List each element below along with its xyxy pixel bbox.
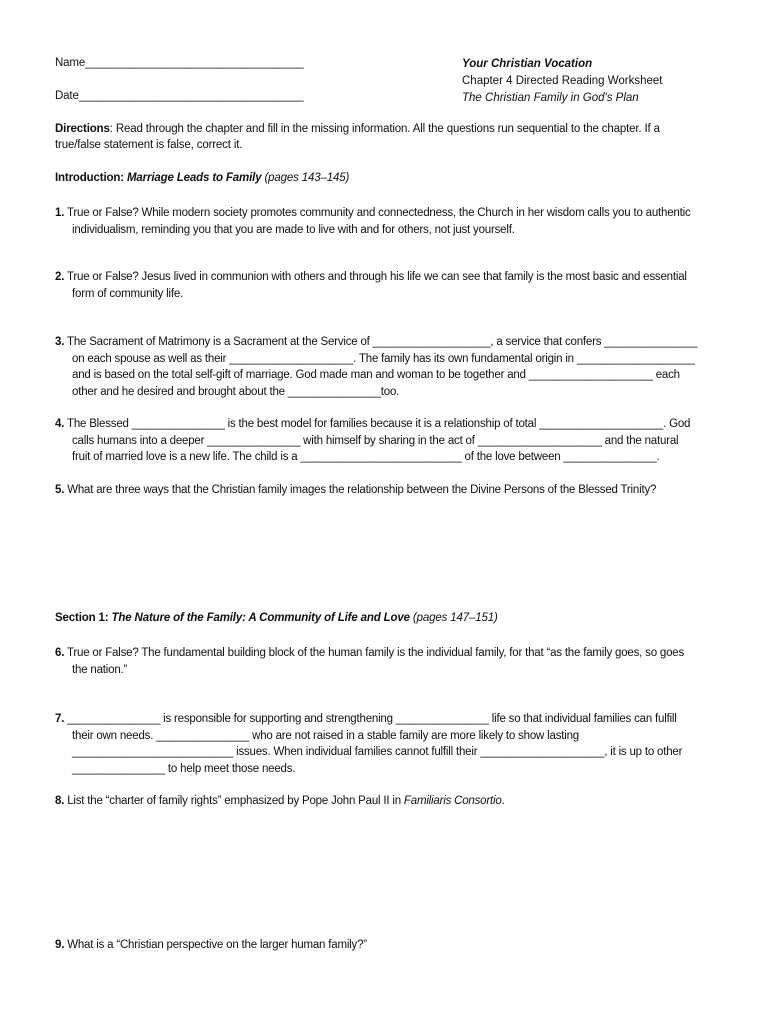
question-4 xyxy=(55,416,720,466)
chapter-title: The Christian Family in God's Plan xyxy=(462,92,639,104)
intro-title: Marriage Leads to Family xyxy=(127,172,262,184)
question-2 xyxy=(55,269,720,302)
directions-label: Directions xyxy=(55,123,110,135)
intro-pages: (pages 143–145) xyxy=(261,172,350,184)
question-text: What are three ways that the Christian family images the relationship between the Divine Persons of the Blessed Trinity? xyxy=(64,484,657,496)
question-text-cont: calls humans into a deeper _______________ with himself by sharing in the act of ____________________ and the natural xyxy=(72,434,679,447)
question-text: True or False? Jesus lived in communion with others and through his life we can see that family is the most basic and essential xyxy=(64,271,687,283)
question-text-cont: form of community life. xyxy=(72,287,184,300)
question-7 xyxy=(55,711,720,777)
question-text-cont: individualism, reminding you that you are made to live with and for others, not just yourself. xyxy=(72,223,515,236)
intro-prefix: Introduction: xyxy=(55,172,127,184)
question-text-cont: the nation.” xyxy=(72,663,128,676)
date-field: Date____________________________________ xyxy=(55,90,304,102)
question-text-cont: fruit of married love is a new life. The child is a __________________________ of the love between _______________. xyxy=(72,451,660,464)
question-text: List the “charter of family rights” emphasized by Pope John Paul II in xyxy=(64,795,404,807)
question-number: 1. xyxy=(55,207,65,219)
question-number: 9. xyxy=(55,939,65,951)
question-text-cont: and is based on the total self-gift of marriage. God made man and woman to be together and ____________________ each xyxy=(72,369,680,382)
question-number: 8. xyxy=(55,795,65,807)
question-text: The Sacrament of Matrimony is a Sacrament at the Service of ___________________, a service that confers _______________ xyxy=(64,336,698,348)
question-5 xyxy=(55,482,720,499)
question-number: 7. xyxy=(55,713,65,725)
section-1-heading xyxy=(55,612,498,624)
question-1 xyxy=(55,205,720,238)
question-text: _______________ is responsible for supporting and strengthening _______________ life so that individual families can fulfill xyxy=(64,713,677,725)
section-title: The Nature of the Family: A Community of Life and Love xyxy=(111,612,410,624)
question-text: True or False? While modern society promotes community and connectedness, the Church in her wisdom calls you to authentic xyxy=(64,207,691,219)
question-text-cont: on each spouse as well as their ____________________. The family has its own fundamental origin in ___________________ xyxy=(72,352,695,365)
question-text-end: . xyxy=(501,795,505,807)
directions-text: : Read through the chapter and fill in the missing information. All the questions run sequential to the chapter. If a xyxy=(109,123,660,135)
directions-line2: true/false statement is false, correct it. xyxy=(55,139,243,151)
name-field: Name___________________________________ xyxy=(55,57,304,69)
question-text: What is a “Christian perspective on the larger human family?” xyxy=(64,939,367,951)
section-pages: (pages 147–151) xyxy=(409,612,498,624)
question-number: 2. xyxy=(55,271,65,283)
worksheet-title: Your Christian Vocation xyxy=(462,58,593,70)
intro-heading xyxy=(55,172,349,184)
question-number: 6. xyxy=(55,647,65,659)
question-text-cont: other and he desired and brought about the _______________too. xyxy=(72,385,400,398)
question-number: 4. xyxy=(55,418,65,430)
question-text-cont: _______________ to help meet those needs. xyxy=(72,762,296,775)
question-text: True or False? The fundamental building block of the human family is the individual family, for that “as the family goes, so goes xyxy=(64,647,685,659)
question-text: The Blessed _______________ is the best model for families because it is a relationship of total ____________________. God xyxy=(64,418,691,430)
document-title: Familiaris Consortio xyxy=(403,795,502,807)
question-8 xyxy=(55,793,720,810)
section-prefix: Section 1: xyxy=(55,612,112,624)
question-number: 3. xyxy=(55,336,65,348)
question-text-cont: their own needs. _______________ who are not raised in a stable family are more likely to show lasting xyxy=(72,729,579,742)
question-number: 5. xyxy=(55,484,65,496)
question-6 xyxy=(55,645,720,678)
question-text-cont: __________________________ issues. When individual families cannot fulfill their ____________________, it is up to other xyxy=(72,746,683,759)
worksheet-subtitle: Chapter 4 Directed Reading Worksheet xyxy=(462,75,663,87)
question-3 xyxy=(55,334,720,400)
question-9 xyxy=(55,937,720,954)
directions xyxy=(55,123,660,135)
